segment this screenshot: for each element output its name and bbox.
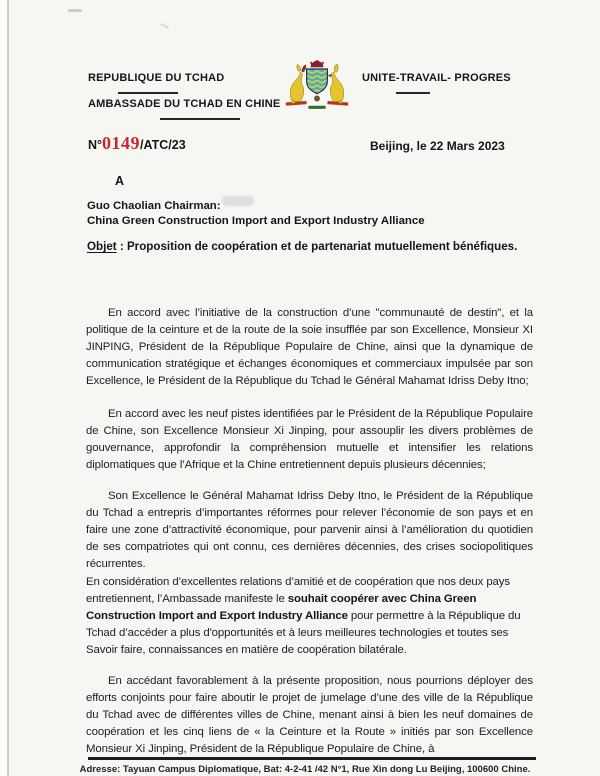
body-paragraph-2: En accord avec les neuf pistes identifiées par le Président de la République Populaire de Chine, son Excellence Monsieur Xi Jinping, pour assouplir les divers problèmes de gouvernance, approfondir la compréhension mutuelle et intensifier les relations diplomatiques que l’Afrique et la Chine entretiennent depuis plusieurs décennies; [86, 408, 533, 471]
recipient-name: Guo Chaolian Chairman: [87, 200, 221, 212]
reference-suffix: /ATC/23 [140, 138, 186, 152]
scan-left-margin [0, 0, 7, 776]
letterhead-motto: UNITE-TRAVAIL- PROGRES [362, 72, 511, 84]
body-paragraph-3: Son Excellence le Général Mahamat Idriss Deby Itno, le Président de la République du Tchad a entrepris d’importantes réformes pour relever l’économie de son pays et en faire une zone d’attractivité économique, pour parvenir ainsi à l’amélioration du quotidien de ses compatriotes qui ont connu, ces dernières décennies, des crises sociopolitiques récurrentes. [86, 490, 533, 570]
subject-text: Proposition de coopération et de partenariat mutuellement bénéfiques. [126, 240, 518, 253]
subject-separator: : [116, 240, 127, 253]
body-paragraph-4: En considération d’excellentes relations d’amitié et de coopération que nos deux pays entretiennent, l’Ambassade manifeste le souhait coopérer avec China Green Construction Import and Export Industry Alliance pour permettre à la République du Tchad d’accéder a plus d'opportunités et à leurs meilleures technologies et toutes ses Savoir faire, connaissances en matière de coopération bilatérale. [86, 576, 521, 656]
reference-prefix: N° [88, 138, 103, 152]
chad-coat-of-arms-icon [281, 59, 353, 114]
letterhead-embassy: AMBASSADE DU TCHAD EN CHINE [88, 98, 281, 110]
reference-value: 0149 [102, 133, 141, 153]
letterhead-country: REPUBLIQUE DU TCHAD [88, 72, 225, 84]
subject-label: Objet [87, 240, 117, 253]
letterhead-divider [160, 118, 240, 120]
subject-line [87, 240, 523, 255]
letterhead-divider [396, 92, 430, 94]
footer-address: Adresse: Tayuan Campus Diplomatique, Bat: 4-2-41 /42 N°1, Rue Xin dong Lu Beijing, 100600 Chine. [79, 764, 531, 775]
footer-rule [88, 757, 536, 760]
salutation: A [115, 174, 125, 188]
body-paragraph-5: En accédant favorablement à la présente proposition, nous pourrions déployer des efforts conjoints pour faire aboutir le projet de jumelage d’une des ville de la République du Tchad avec de différentes villes de Chine, menant ainsi à bien les neuf domaines de coopération et les cinq liens de « la Ceinture et la Route » initiés par son Excellence Monsieur Xi Jinping, Président de la République Populaire de Chine, à [86, 675, 533, 755]
date-line: Beijing, le 22 Mars 2023 [370, 139, 505, 153]
body-paragraph-1: En accord avec l’initiative de la construction d’une "communauté de destin", et la politique de la ceinture et de la route de la soie insufflée par son Excellence, Monsieur XI JINPING, Président de la République Populaire de Chine, ainsi que la dynamique de communication stratégique et échanges économiques et commerciaux impulsée par son Excellence, le Président de la République du Tchad le Général Mahamat Idriss Deby Itno; [86, 307, 533, 387]
reference-number [88, 133, 186, 154]
recipient-organization: China Green Construction Import and Export Industry Alliance [87, 214, 425, 227]
scan-speck [68, 9, 82, 12]
letterhead-divider [118, 92, 178, 94]
scan-page-edge [7, 0, 9, 776]
recipient-block [87, 199, 425, 228]
scan-speck [160, 23, 169, 29]
